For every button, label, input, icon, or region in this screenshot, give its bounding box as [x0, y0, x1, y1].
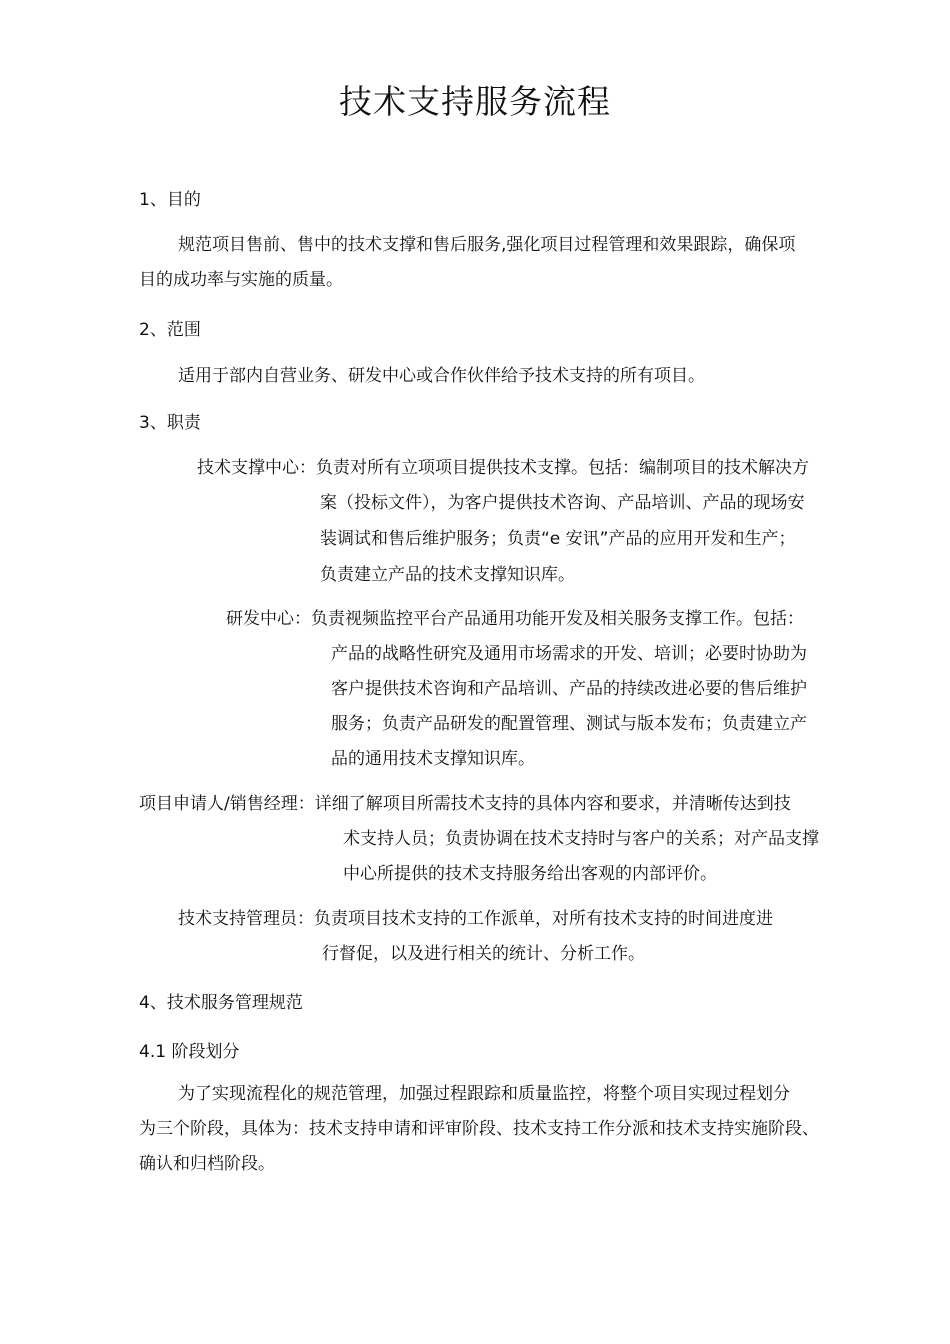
role-line: 装调试和售后维护服务；负责“e 安讯”产品的应用开发和生产； — [320, 529, 796, 549]
subsection-heading-stages: 4.1 阶段划分 — [139, 1042, 240, 1062]
section-heading-scope: 2、范围 — [139, 320, 201, 340]
paragraph-line: 目的成功率与实施的质量。 — [139, 270, 343, 290]
role-line: 中心所提供的技术支持服务给出客观的内部评价。 — [343, 864, 717, 884]
paragraph-line: 适用于部内自营业务、研发中心或合作伙伴给予技术支持的所有项目。 — [178, 366, 705, 386]
role-line: 负责建立产品的技术支撑知识库。 — [320, 565, 575, 585]
section-heading-purpose: 1、目的 — [139, 190, 201, 210]
role-line: 项目申请人/销售经理：详细了解项目所需技术支持的具体内容和要求，并清晰传达到技 — [139, 794, 791, 814]
paragraph-line: 确认和归档阶段。 — [139, 1154, 275, 1174]
role-line: 案（投标文件），为客户提供技术咨询、产品培训、产品的现场安 — [320, 493, 805, 513]
role-line: 研发中心：负责视频监控平台产品通用功能开发及相关服务支撑工作。包括： — [226, 609, 804, 629]
role-line: 客户提供技术咨询和产品培训、产品的持续改进必要的售后维护 — [331, 679, 807, 699]
paragraph-line: 为三个阶段，具体为：技术支持申请和评审阶段、技术支持工作分派和技术支持实施阶段、 — [139, 1119, 819, 1139]
role-line: 行督促，以及进行相关的统计、分析工作。 — [322, 944, 645, 964]
role-line: 术支持人员；负责协调在技术支持时与客户的关系；对产品支撑 — [343, 829, 819, 849]
document-title: 技术支持服务流程 — [339, 82, 611, 121]
paragraph-line: 为了实现流程化的规范管理，加强过程跟踪和质量监控，将整个项目实现过程划分 — [178, 1084, 790, 1104]
role-line: 技术支持管理员：负责项目技术支持的工作派单，对所有技术支持的时间进度进 — [178, 909, 773, 929]
paragraph-line: 规范项目售前、售中的技术支撑和售后服务,强化项目过程管理和效果跟踪，确保项 — [178, 235, 796, 255]
section-heading-management: 4、技术服务管理规范 — [139, 993, 303, 1013]
role-line: 技术支撑中心：负责对所有立项项目提供技术支撑。包括：编制项目的技术解决方 — [197, 458, 809, 478]
section-heading-responsibilities: 3、职责 — [139, 413, 201, 433]
role-line: 品的通用技术支撑知识库。 — [331, 749, 535, 769]
role-line: 服务；负责产品研发的配置管理、测试与版本发布；负责建立产 — [331, 714, 807, 734]
role-line: 产品的战略性研究及通用市场需求的开发、培训；必要时协助为 — [331, 644, 807, 664]
